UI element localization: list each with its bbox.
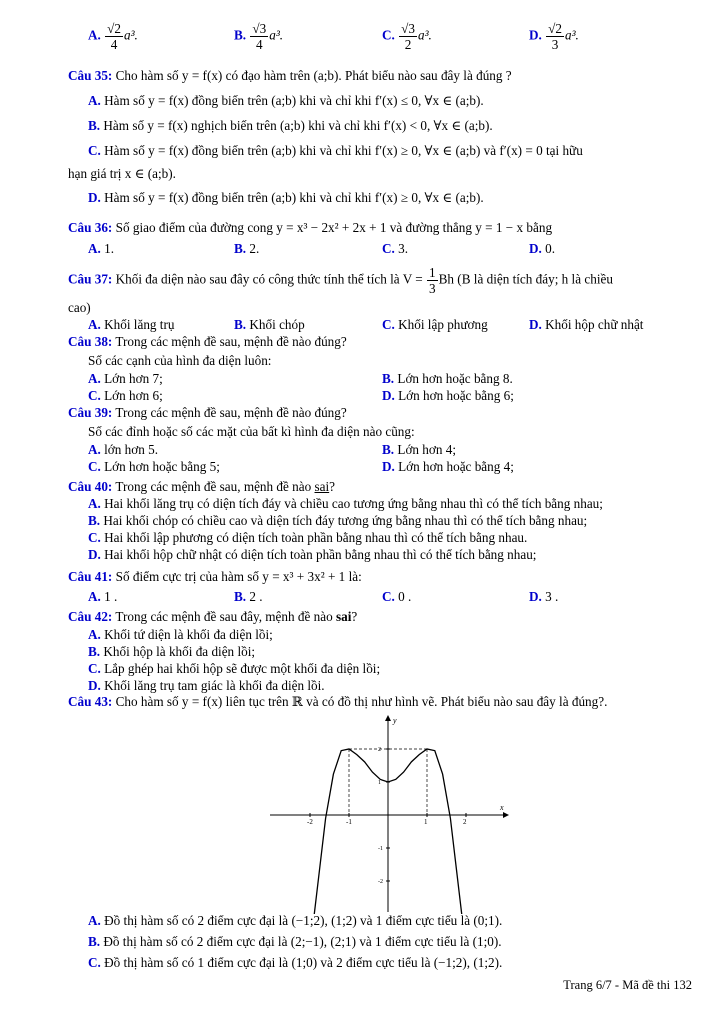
q43-option-b[interactable]: B. Đồ thị hàm số có 2 điểm cực đại là (2;−1), (2;1) và 1 điểm cực tiểu là (1;0). xyxy=(88,934,502,949)
q43-option-c[interactable]: C. Đồ thị hàm số có 1 điểm cực đại là (1;0) và 2 điểm cực tiểu là (−1;2), (1;2). xyxy=(88,955,503,970)
frac-num: √2 xyxy=(107,21,121,36)
q38-option-d[interactable]: D. Lớn hơn hoặc bằng 6; xyxy=(382,388,514,403)
q38-stem: Câu 38: Trong các mệnh đề sau, mệnh đề nào đúng? xyxy=(68,334,347,349)
q37-option-b[interactable]: B. Khối chóp xyxy=(234,317,305,332)
q35-option-c-cont: hạn giá trị x ∈ (a;b). xyxy=(68,166,176,181)
frac-num: √2 xyxy=(548,21,562,36)
frac-den: 3 xyxy=(429,281,436,297)
y-tick-label: 1 xyxy=(378,780,381,786)
q38-sub: Số các cạnh của hình đa diện luôn: xyxy=(88,353,272,368)
frac-den: 4 xyxy=(110,37,118,53)
x-tick-label: 2 xyxy=(463,818,467,826)
y-tick-label: -1 xyxy=(378,846,383,852)
y-axis-label: y xyxy=(393,716,397,725)
q38-option-b[interactable]: B. Lớn hơn hoặc bằng 8. xyxy=(382,371,513,386)
q37-stem-cont: cao) xyxy=(68,300,91,315)
q37-option-a[interactable]: A. Khối lăng trụ xyxy=(88,317,175,332)
q37-option-c[interactable]: C. Khối lập phương xyxy=(382,317,488,332)
q41-option-c[interactable]: C. 0 . xyxy=(382,589,412,604)
q39-option-d[interactable]: D. Lớn hơn hoặc bằng 4; xyxy=(382,459,514,474)
q36-option-a[interactable]: A. 1. xyxy=(88,241,115,256)
q40-option-c[interactable]: C. Hai khối lập phương có diện tích toàn phần bằng nhau thì có thể tích bằng nhau. xyxy=(88,530,528,545)
y-tick-label: 2 xyxy=(378,747,381,753)
q40-option-d[interactable]: D. Hai khối hộp chữ nhật có diện tích toàn phần bằng nhau thì có thể tích bằng nhau; xyxy=(88,547,537,562)
q34-option-d[interactable]: D. $\frac{√2}{3}$ a³. xyxy=(529,21,579,53)
q41-option-d[interactable]: D. 3 . xyxy=(529,589,559,604)
frac-num: 1 xyxy=(429,265,436,280)
q42-stem: Câu 42: Trong các mệnh đề sau đây, mệnh đề nào sai? xyxy=(68,609,358,624)
q34-option-a[interactable]: A. $\frac{√2}{4}$ a³. xyxy=(88,21,138,53)
y-tick-label: -2 xyxy=(378,879,383,885)
q34-option-c[interactable]: C. $\frac{√3}{2}$ a³. xyxy=(382,21,432,53)
q39-stem: Câu 39: Trong các mệnh đề sau, mệnh đề nào đúng? xyxy=(68,405,347,420)
q39-option-b[interactable]: B. Lớn hơn 4; xyxy=(382,442,457,457)
q40-stem: Câu 40: Trong các mệnh đề sau, mệnh đề nào sai? xyxy=(68,479,336,494)
q39-option-a[interactable]: A. lớn hơn 5. xyxy=(88,442,159,457)
q36-option-c[interactable]: C. 3. xyxy=(382,241,409,256)
q35-option-a[interactable]: A. Hàm số y = f(x) đồng biến trên (a;b) khi và chỉ khi f′(x) ≤ 0, ∀x ∈ (a;b). xyxy=(88,93,484,108)
q42-option-d[interactable]: D. Khối lăng trụ tam giác là khối đa diện lồi. xyxy=(88,678,325,693)
x-tick-label: -1 xyxy=(346,818,352,826)
q38-option-a[interactable]: A. Lớn hơn 7; xyxy=(88,371,163,386)
q35-option-c[interactable]: C. Hàm số y = f(x) đồng biến trên (a;b) khi và chỉ khi f′(x) ≥ 0, ∀x ∈ (a;b) và f′(x) = 0 tại hữu xyxy=(88,143,583,158)
q37-stem: Câu 37: Khối đa diện nào sau đây có công thức tính thể tích là V = $\frac{1}{3}$ Bh (B là diện tích đáy; h là chiều xyxy=(68,265,613,297)
q43-option-a[interactable]: A. Đồ thị hàm số có 2 điểm cực đại là (−1;2), (1;2) và 1 điểm cực tiểu là (0;1). xyxy=(88,913,503,928)
q40-option-a[interactable]: A. Hai khối lăng trụ có diện tích đáy và chiều cao tương ứng bằng nhau thì có thể tích bằng nhau; xyxy=(88,496,603,511)
axis-ticks xyxy=(307,747,467,885)
frac-den: 4 xyxy=(256,37,263,53)
page-footer: Trang 6/7 - Mã đề thi 132 xyxy=(563,978,692,992)
q41-option-a[interactable]: A. 1 . xyxy=(88,589,118,604)
q34-option-b[interactable]: B. $\frac{√3}{4}$ a³. xyxy=(234,21,284,53)
frac-num: √3 xyxy=(252,21,267,36)
q36-stem: Câu 36: Số giao điểm của đường cong y = x³ − 2x² + 2x + 1 và đường thẳng y = 1 − x bằng xyxy=(68,220,553,235)
q36-option-b[interactable]: B. 2. xyxy=(234,241,260,256)
x-axis-label: x xyxy=(500,803,504,812)
x-tick-label: 1 xyxy=(424,818,428,826)
q39-option-c[interactable]: C. Lớn hơn hoặc bằng 5; xyxy=(88,459,220,474)
q37-option-d[interactable]: D. Khối hộp chữ nhật xyxy=(529,317,644,332)
frac-den: 3 xyxy=(551,37,559,53)
q42-option-b[interactable]: B. Khối hộp là khối đa diện lồi; xyxy=(88,644,256,659)
q42-option-c[interactable]: C. Lắp ghép hai khối hộp sẽ được một khối đa diện lồi; xyxy=(88,661,381,676)
function-graph xyxy=(268,714,512,914)
q38-option-c[interactable]: C. Lớn hơn 6; xyxy=(88,388,163,403)
q39-sub: Số các đỉnh hoặc số các mặt của bất kì hình đa diện nào cũng: xyxy=(88,424,415,439)
frac-den: 2 xyxy=(404,37,412,53)
x-tick-label: -2 xyxy=(307,818,313,826)
q35-stem: Câu 35: Cho hàm số y = f(x) có đạo hàm trên (a;b). Phát biểu nào sau đây là đúng ? xyxy=(68,68,512,83)
frac-num: √3 xyxy=(401,21,415,36)
q41-option-b[interactable]: B. 2 . xyxy=(234,589,263,604)
q35-option-b[interactable]: B. Hàm số y = f(x) nghịch biến trên (a;b) khi và chỉ khi f′(x) < 0, ∀x ∈ (a;b). xyxy=(88,118,493,133)
q42-option-a[interactable]: A. Khối tứ diện là khối đa diện lồi; xyxy=(88,627,273,642)
q36-option-d[interactable]: D. 0. xyxy=(529,241,556,256)
q40-option-b[interactable]: B. Hai khối chóp có chiều cao và diện tích đáy tương ứng bằng nhau thì có thể tích bằng nhau; xyxy=(88,513,588,528)
q35-option-d[interactable]: D. Hàm số y = f(x) đồng biến trên (a;b) khi và chỉ khi f′(x) ≥ 0, ∀x ∈ (a;b). xyxy=(88,190,484,205)
q43-stem: Câu 43: Cho hàm số y = f(x) liên tục trên ℝ và có đồ thị như hình vẽ. Phát biểu nào sau đây là đúng?. xyxy=(68,694,608,709)
q41-stem: Câu 41: Số điểm cực trị của hàm số y = x³ + 3x² + 1 là: xyxy=(68,569,362,584)
